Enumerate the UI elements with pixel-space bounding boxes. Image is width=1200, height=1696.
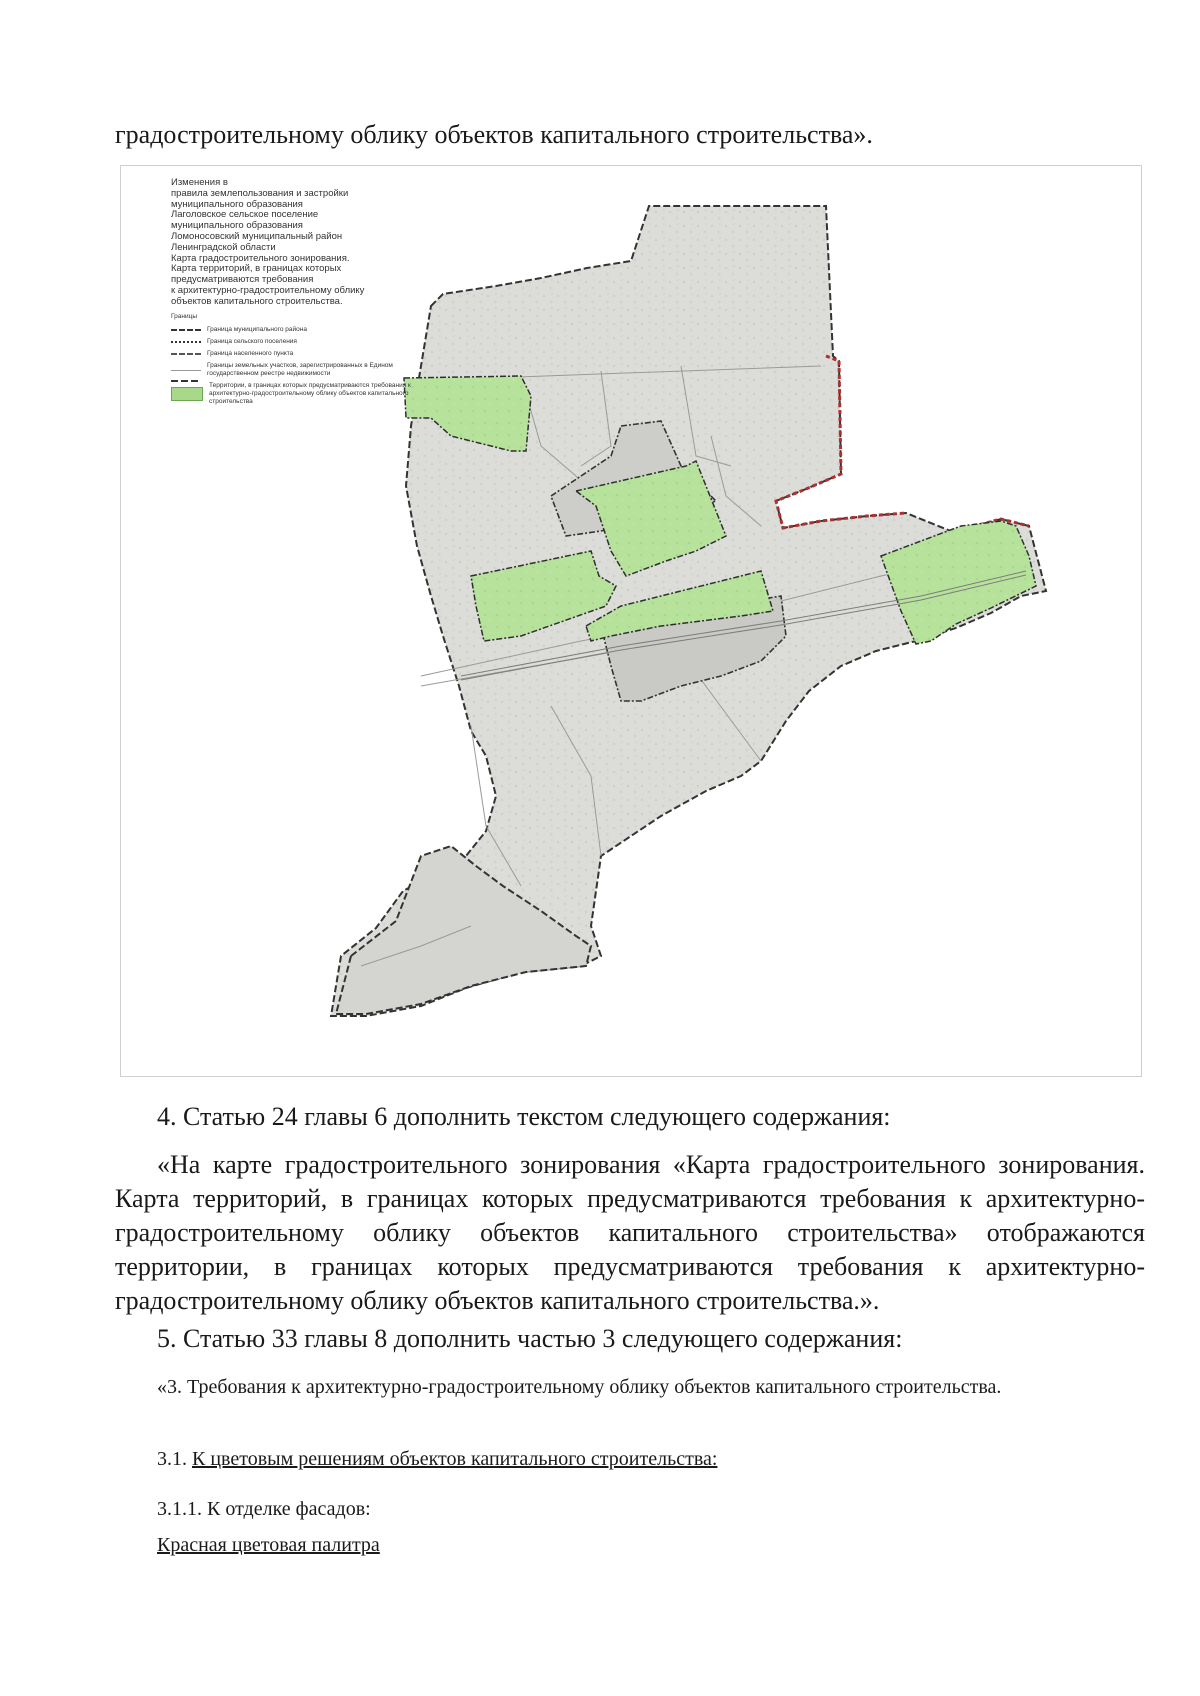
paragraph-3-1 xyxy=(157,1444,1137,1474)
legend-entry-rural-settlement xyxy=(171,338,421,346)
legend-entry-label: Территории, в границах которых предусматриваются требования к архитектурно-градостроительному облику объектов капитального строительства xyxy=(209,382,411,406)
legend-title-line: объектов капитального строительства. xyxy=(171,295,343,307)
paragraph-3-1-heading: К цветовым решениям объектов капитального строительства: xyxy=(192,1448,718,1470)
legend-title-line: Лаголовское сельское поселение xyxy=(171,209,319,221)
map-legend xyxy=(171,178,421,406)
legend-title-line: правила землепользования и застройки xyxy=(171,187,349,199)
legend-entry-requirements-territory xyxy=(171,382,421,406)
legend-entry-label: Граница сельского поселения xyxy=(207,338,297,346)
zoning-map xyxy=(120,165,1142,1077)
legend-title-line: предусматриваются требования xyxy=(171,274,314,286)
paragraph-3-1-number: 3.1. xyxy=(157,1448,187,1470)
paragraph-5-part-3: «3. Требования к архитектурно-градостроительному облику объектов капитального строительства. xyxy=(157,1376,1002,1398)
legend-title-line: муниципального образования xyxy=(171,220,303,232)
legend-entry-settlement xyxy=(171,350,421,358)
legend-entry-municipal-district xyxy=(171,326,421,334)
paragraph-3-1-1: 3.1.1. К отделке фасадов: xyxy=(157,1498,371,1520)
legend-entry-label: Граница населенного пункта xyxy=(207,350,294,358)
dotted-line-symbol xyxy=(171,341,201,343)
dash-dot-line-symbol xyxy=(171,353,201,355)
legend-title-line: Ломоносовский муниципальный район xyxy=(171,230,343,242)
legend-borders-heading: Границы xyxy=(171,312,197,320)
green-fill-symbol xyxy=(171,387,203,401)
paragraph-4: 4. Статью 24 главы 6 дополнить текстом следующего содержания: xyxy=(157,1102,891,1131)
legend-title-line: к архитектурно-градостроительному облику xyxy=(171,284,365,296)
dashed-line-symbol xyxy=(171,329,201,331)
legend-title-line: Изменения в xyxy=(171,177,228,188)
red-palette-heading: Красная цветовая палитра xyxy=(157,1534,380,1556)
legend-entry-land-plots xyxy=(171,362,421,378)
legend-title-line: муниципального образования xyxy=(171,198,303,210)
legend-title-line: Ленинградской области xyxy=(171,241,276,253)
legend-entry-label: Границы земельных участков, зарегистрированных в Едином государственном реестре недвижимости xyxy=(207,362,393,378)
legend-title-line: Карта градостроительного зонирования. xyxy=(171,252,350,264)
thin-line-symbol xyxy=(171,370,201,371)
paragraph-5: 5. Статью 33 главы 8 дополнить частью 3 следующего содержания: xyxy=(157,1324,903,1353)
text-line-top: градостроительному облику объектов капитального строительства». xyxy=(115,120,873,149)
legend-title-line: Карта территорий, в границах которых xyxy=(171,263,342,275)
legend-title xyxy=(171,178,421,308)
legend-entry-label: Граница муниципального района xyxy=(207,326,307,334)
paragraph-4-quote: «На карте градостроительного зонирования «Карта градостроительного зонирования. Карта территорий, в границах которых предусматриваются требования к архитектурно-градостроительному облику объектов капитального строительства» отображаются территории, в границах которых предусматриваются требования к архитектурно-градостроительному облику объектов капитального строительства.». xyxy=(115,1150,1145,1315)
